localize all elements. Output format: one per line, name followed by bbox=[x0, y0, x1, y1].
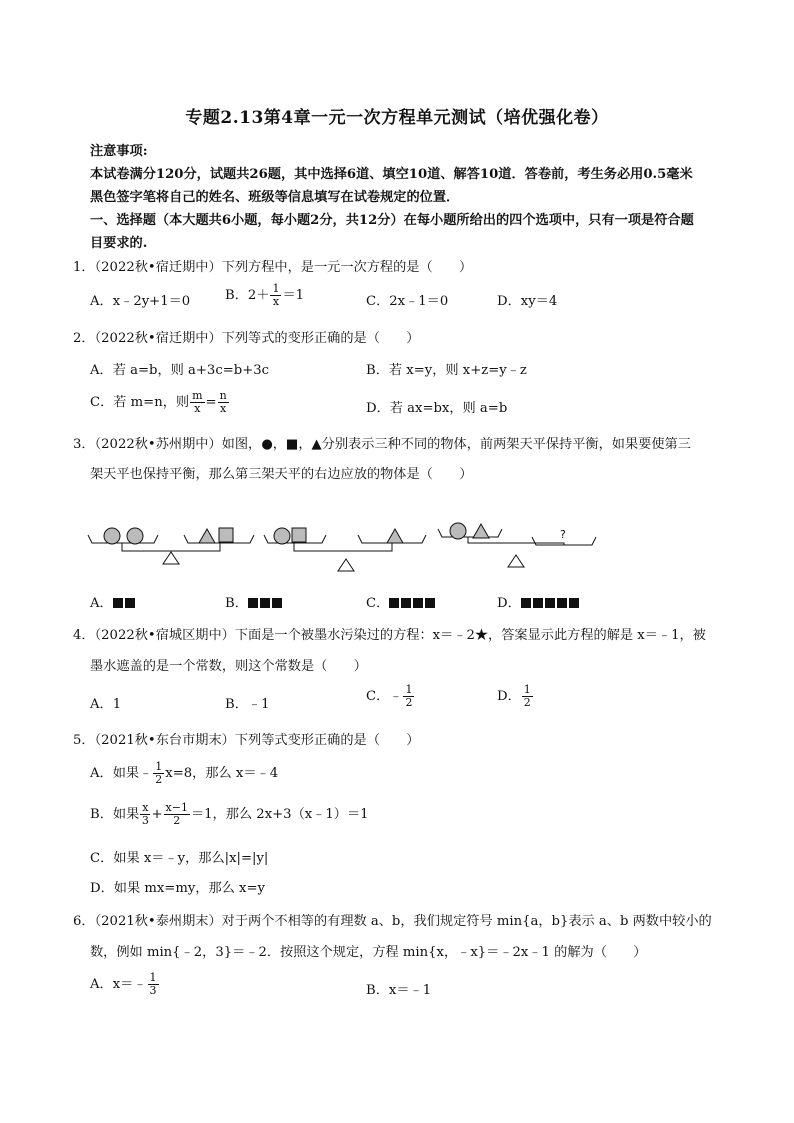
notice-line-2: 黑色签字笔将自己的姓名、班级等信息填写在试卷规定的位置． bbox=[90, 190, 460, 205]
question-3-stem-2: 架天平也保持平衡，那么第三架天平的右边应放的物体是（ ） bbox=[90, 467, 473, 482]
q2-option-d: D．若 ax=bx，则 a=b bbox=[366, 401, 508, 416]
question-5-stem: 5．（2021秋•东台市期末）下列等式变形正确的是（ ） bbox=[73, 733, 420, 748]
q4-option-c: C．﹣ $\frac{1}{2}$ bbox=[366, 683, 413, 709]
q6-option-b: B．x＝﹣1 bbox=[366, 983, 432, 998]
notice-line-1: 本试卷满分120分，试题共26题，其中选择6道、填空10道、解答10道．答卷前，考生务必用0.5毫米 bbox=[90, 167, 693, 182]
q4-option-d: D． $\frac{1}{2}$ bbox=[497, 683, 531, 709]
notice-heading: 注意事项: bbox=[90, 144, 148, 159]
question-1-stem: 1．（2022秋•宿迁期中）下列方程中，是一元一次方程的是（ ） bbox=[73, 260, 473, 275]
q2-option-b: B．若 x=y，则 x+z=y﹣z bbox=[366, 363, 527, 378]
q3-option-d: D． bbox=[497, 592, 581, 611]
question-4-stem-1: 4．（2022秋•宿城区期中）下面是一个被墨水污染过的方程：x＝﹣2★，答案显示此方程的解是 x＝﹣1，被 bbox=[73, 628, 706, 643]
q5-option-d: D．如果 mx=my，那么 x=y bbox=[90, 881, 265, 896]
q5-option-a: A．如果﹣ $\frac{1}{2}$ x=8，那么 x＝﹣4 bbox=[90, 760, 279, 786]
triangle-icon bbox=[387, 529, 403, 543]
balance-scale-1 bbox=[88, 528, 254, 564]
section-line-1: 一、选择题（本大题共6小题，每小题2分，共12分）在每小题所给出的四个选项中，只有一项是符合题 bbox=[90, 213, 694, 228]
q1-option-d: D．xy＝4 bbox=[497, 294, 558, 309]
square-icon bbox=[219, 528, 233, 542]
q5-option-c: C．如果 x＝﹣y，那么|x|=|y| bbox=[90, 851, 269, 866]
q4-option-a: A．1 bbox=[90, 697, 122, 712]
circle-icon bbox=[450, 523, 466, 539]
balance-scales-figure bbox=[86, 519, 606, 575]
question-4-stem-2: 墨水遮盖的是一个常数，则这个常数是（ ） bbox=[90, 659, 367, 674]
circle-icon bbox=[104, 528, 120, 544]
question-6-stem-2: 数，例如 min{﹣2，3}＝﹣2．按照这个规定，方程 min{x，﹣x}＝﹣2x﹣1 的解为（ ） bbox=[90, 945, 647, 960]
circle-icon bbox=[274, 528, 290, 544]
q3-option-a: A． bbox=[90, 592, 137, 611]
triangle-icon bbox=[473, 524, 489, 538]
q6-option-a: A．x＝﹣ $\frac{1}{3}$ bbox=[90, 971, 157, 997]
q1-option-a: A．x﹣2y+1＝0 bbox=[90, 294, 191, 309]
square-icon bbox=[292, 528, 306, 542]
q1-option-b: B．2＋ $\frac{1}{x}$ ＝1 bbox=[225, 282, 305, 308]
q2-option-a: A．若 a=b，则 a+3c=b+3c bbox=[90, 363, 270, 378]
question-6-stem-1: 6．（2021秋•泰州期末）对于两个不相等的有理数 a、b，我们规定符号 min{a，b}表示 a、b 两数中较小的 bbox=[73, 914, 712, 929]
q3-option-c: C． bbox=[366, 592, 437, 611]
q1-b-fraction: $\frac{1}{x}$ bbox=[272, 282, 280, 308]
circle-icon bbox=[127, 528, 143, 544]
triangle-icon bbox=[199, 529, 215, 543]
balance-scale-3 bbox=[438, 523, 596, 567]
q4-option-b: B．﹣1 bbox=[225, 697, 270, 712]
question-2-stem: 2．（2022秋•宿迁期中）下列等式的变形正确的是（ ） bbox=[73, 331, 420, 346]
question-mark: ? bbox=[560, 528, 566, 541]
q2-option-c: C．若 m=n，则 $\frac{m}{x}$ = $\frac{n}{x}$ bbox=[90, 389, 227, 415]
q3-option-b: B． bbox=[225, 592, 284, 611]
question-3-stem-1: 3．（2022秋•苏州期中）如图，●，■，▲分别表示三种不同的物体，前两架天平保持平衡，如果要使第三 bbox=[73, 437, 691, 452]
q5-option-b: B．如果 $\frac{x}{3}$ + $\frac{x-1}{2}$ ＝1，那么 2x+3（x﹣1）＝1 bbox=[90, 801, 369, 827]
balance-scale-2 bbox=[264, 528, 426, 571]
page-title: 专题2.13第4章一元一次方程单元测试（培优强化卷） bbox=[185, 108, 609, 128]
section-line-2: 目要求的. bbox=[90, 236, 148, 251]
q1-option-c: C．2x﹣1＝0 bbox=[366, 294, 449, 309]
